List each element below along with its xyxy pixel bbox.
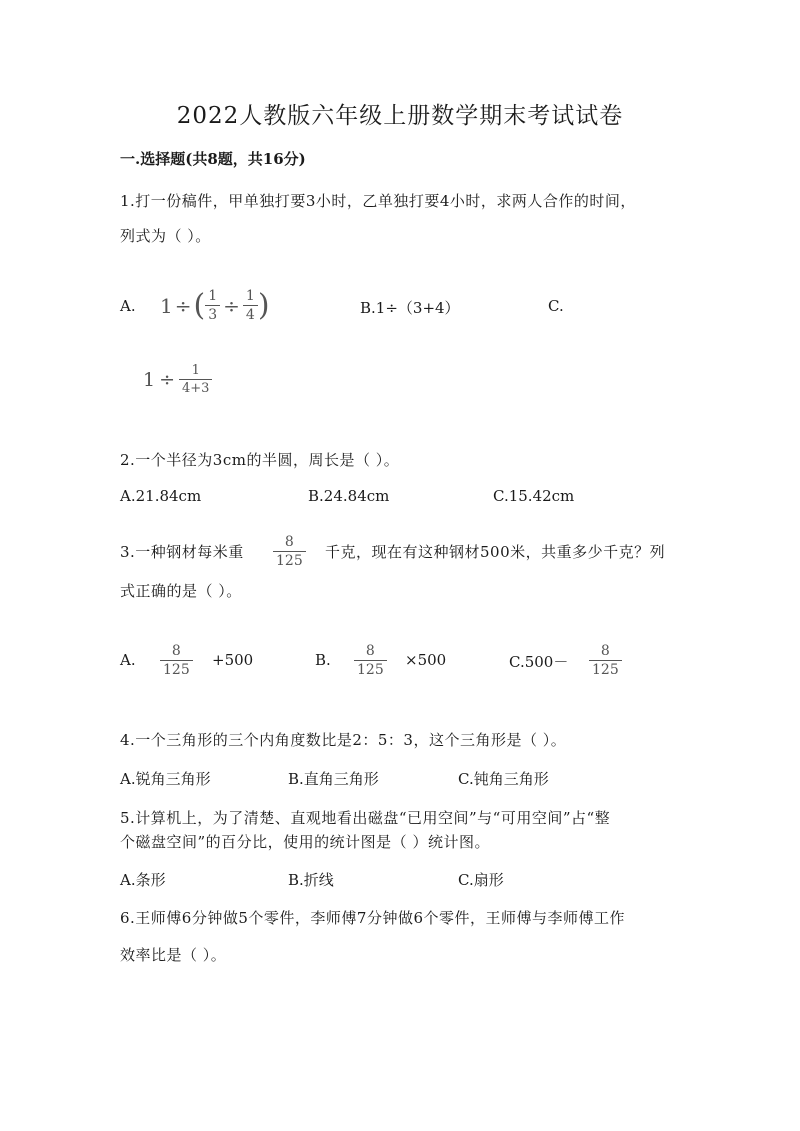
question-4-stem: 4.一个三角形的三个内角度数比是2：5：3，这个三角形是（ ）。 <box>120 731 567 749</box>
q1-option-b: B.1÷（3+4） <box>360 299 460 317</box>
question-6-line-1: 6.王师傅6分钟做5个零件，李师傅7分钟做6个零件，王师傅与李师傅工作 <box>120 909 625 927</box>
q1-a-divide-sign-2: ÷ <box>223 293 240 318</box>
q3-option-c-label: C.500－ <box>509 653 569 671</box>
question-3-line-2: 式正确的是（ ）。 <box>120 582 242 600</box>
q5-option-c: C.扇形 <box>458 871 504 889</box>
question-5-line-2: 个磁盘空间”的百分比，使用的统计图是（ ）统计图。 <box>120 833 490 851</box>
q5-option-b: B.折线 <box>288 871 334 889</box>
q3-option-c-fraction: $\frac{8}{125}$ <box>589 644 622 677</box>
page-title: 2022人教版六年级上册数学期末考试试卷 <box>176 103 624 129</box>
q3-option-a-label: A. <box>120 651 136 669</box>
q3-option-b-operator: ×500 <box>405 651 447 669</box>
q3-stem-fraction: $\frac{8}{125}$ <box>273 535 306 568</box>
q5-option-a: A.条形 <box>120 871 166 889</box>
question-3-stem-pre: 3.一种钢材每米重 <box>120 543 244 561</box>
q4-option-a: A.锐角三角形 <box>120 770 211 788</box>
q4-option-b: B.直角三角形 <box>288 770 379 788</box>
question-1-line-1: 1.打一份稿件，甲单独打要3小时，乙单独打要4小时，求两人合作的时间， <box>120 192 636 210</box>
q1-option-c-label: C. <box>548 297 564 315</box>
q1-a-fraction-1: $\frac{1}{3}$ <box>205 289 220 322</box>
q2-option-c: C.15.42cm <box>493 487 575 505</box>
q1-c-one: 1 <box>143 368 156 391</box>
q3-option-b-fraction: $\frac{8}{125}$ <box>354 644 387 677</box>
q1-a-divide-sign: ÷ <box>174 293 192 318</box>
q1-option-a-formula <box>160 288 270 323</box>
q4-option-c: C.钝角三角形 <box>458 770 549 788</box>
q1-a-left-paren: ( <box>193 288 206 323</box>
section-heading: 一.选择题(共8题，共16分) <box>120 150 306 168</box>
q3-option-b-label: B. <box>315 651 331 669</box>
q1-a-one: 1 <box>160 293 173 318</box>
q1-a-right-paren: ) <box>257 288 270 323</box>
q1-option-c-formula <box>143 364 212 395</box>
question-3-stem-post: 千克，现在有这种钢材500米，共重多少千克？列 <box>325 543 666 561</box>
q1-c-divide-sign: ÷ <box>159 368 176 391</box>
question-2-stem: 2.一个半径为3cm的半圆，周长是（ ）。 <box>120 451 400 469</box>
q1-option-a-label: A. <box>120 297 136 315</box>
q3-option-a-fraction: $\frac{8}{125}$ <box>160 644 193 677</box>
q2-option-a: A.21.84cm <box>120 487 202 505</box>
q1-a-fraction-2: $\frac{1}{4}$ <box>243 289 258 322</box>
question-1-line-2: 列式为（ ）。 <box>120 227 211 245</box>
question-5-line-1: 5.计算机上，为了清楚、直观地看出磁盘“已用空间”与“可用空间”占“整 <box>120 809 611 827</box>
q2-option-b: B.24.84cm <box>308 487 390 505</box>
question-6-line-2: 效率比是（ ）。 <box>120 946 227 964</box>
q3-option-a-operator: +500 <box>212 651 254 669</box>
q1-c-fraction: $\frac{1}{4+3}$ <box>179 364 212 395</box>
